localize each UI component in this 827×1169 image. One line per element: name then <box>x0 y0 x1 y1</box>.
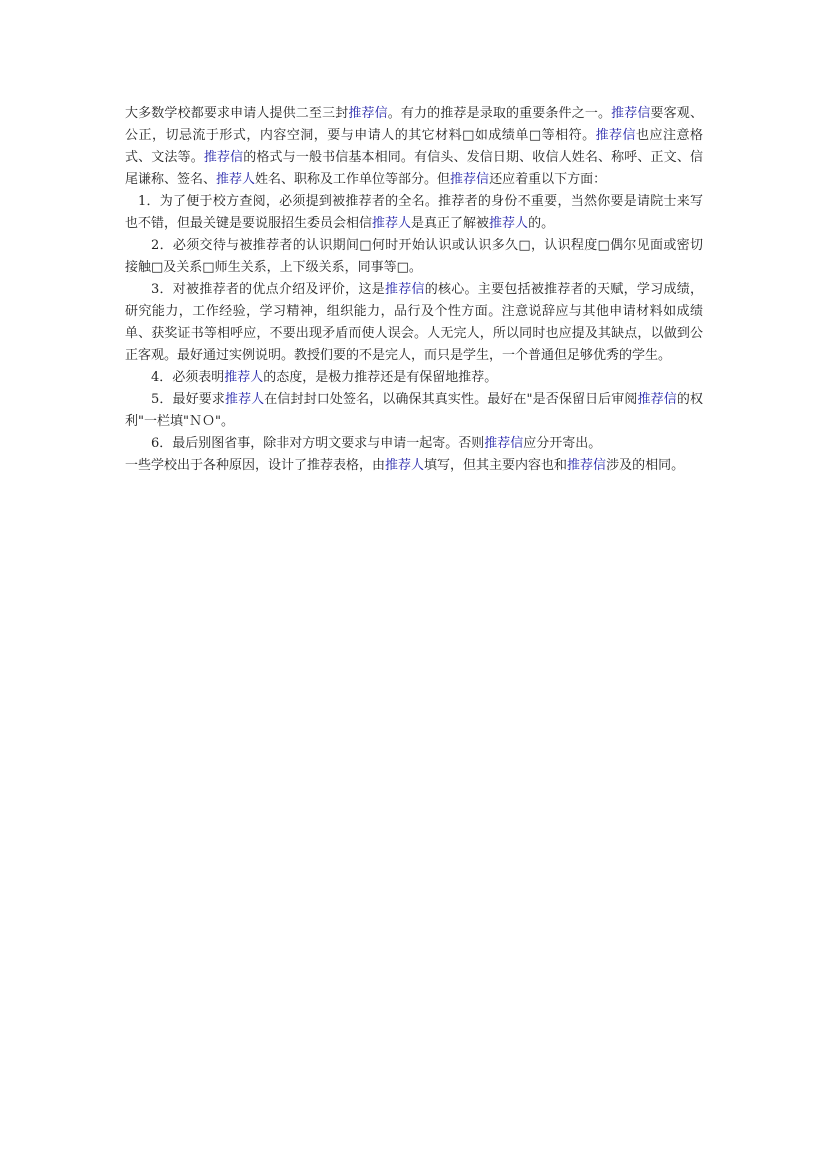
paragraph-text: 也应注意格式、文法等。 <box>125 128 703 165</box>
paragraph-text: 姓名、职称及工作单位等部分。但 <box>255 172 451 187</box>
paragraph-text: 1．为了便于校方查阅，必须提到被推荐者的全名。推荐者的身份不重要，当然你要是请院士来写也不错，但最关键是要说服招生委员会相信 <box>125 194 703 231</box>
paragraph-text: 。有力的推荐是录取的重要条件之一。 <box>387 106 612 121</box>
paragraph-text: 涉及的相同。 <box>606 458 685 473</box>
paragraph <box>125 367 703 389</box>
paragraph-text: 大多数学校都要求申请人提供二至三封 <box>125 106 349 121</box>
paragraph-text: 在信封封口处签名，以确保其真实性。最好在"是否保留日后审阅 <box>264 392 638 407</box>
paragraph-text: 是真正了解被 <box>411 216 490 231</box>
paragraph-text: 一些学校出于各种原因，设计了推荐表格，由 <box>125 458 386 473</box>
paragraph-text: 4．必须表明 <box>151 370 225 385</box>
paragraph-text: 5．最好要求 <box>151 392 225 407</box>
paragraph-text: 应分开寄出。 <box>523 436 602 451</box>
paragraph-text: 6．最后别图省事，除非对方明文要求与申请一起寄。否则 <box>151 436 485 451</box>
keyword-link[interactable]: 推荐信 <box>203 150 244 165</box>
keyword-link[interactable]: 推荐人 <box>385 458 425 473</box>
paragraph-text: 的核心。主要包括被推荐者的天赋，学习成绩，研究能力，工作经验，学习精神，组织能力，品行及个性方面。注意说辞应与其他申请材料如成绩单、获奖证书等相呼应，不要出现矛盾而使人误会。人无完人，所以同时也应提及其缺点，以做到公正客观。最好通过实例说明。教授们要的不是完人，而只是学生，一个普通但足够优秀的学生。 <box>125 282 703 363</box>
paragraph <box>125 103 703 191</box>
keyword-link[interactable]: 推荐信 <box>450 172 490 187</box>
keyword-link[interactable]: 推荐信 <box>637 392 677 407</box>
keyword-link[interactable]: 推荐人 <box>216 172 256 187</box>
paragraph <box>125 389 703 433</box>
keyword-link[interactable]: 推荐人 <box>224 392 265 407</box>
paragraph-text: 要客观、公正，切忌流于形式，内容空洞，要与申请人的其它材料□如成绩单□等相符。 <box>125 106 703 143</box>
keyword-link[interactable]: 推荐信 <box>384 282 425 297</box>
paragraph-text: 2．必须交待与被推荐者的认识期间□何时开始认识或认识多久□，认识程度□偶尔见面或密切接触□及关系□师生关系，上下级关系，同事等□。 <box>125 238 703 275</box>
keyword-link[interactable]: 推荐信 <box>595 128 637 143</box>
paragraph-text: 填写，但其主要内容也和 <box>424 458 568 473</box>
keyword-link[interactable]: 推荐信 <box>484 436 524 451</box>
keyword-link[interactable]: 推荐人 <box>489 216 529 231</box>
keyword-link[interactable]: 推荐人 <box>372 216 412 231</box>
paragraph <box>125 235 703 279</box>
keyword-link[interactable]: 推荐信 <box>348 106 388 121</box>
paragraph <box>125 279 703 367</box>
document-body <box>125 103 703 477</box>
paragraph <box>125 433 703 455</box>
paragraph-text: 的格式与一般书信基本相同。有信头、发信日期、收信人姓名、称呼、正文、信尾谦称、签名、 <box>125 150 703 187</box>
paragraph-text: 的。 <box>528 216 555 231</box>
keyword-link[interactable]: 推荐信 <box>567 458 607 473</box>
paragraph-text: 3．对被推荐者的优点介绍及评价，这是 <box>151 282 385 297</box>
paragraph <box>125 191 703 235</box>
paragraph-text: 的权利"一栏填"ＮＯ"。 <box>125 392 703 429</box>
keyword-link[interactable]: 推荐人 <box>224 370 264 385</box>
paragraph-text: 还应着重以下方面： <box>489 172 607 187</box>
keyword-link[interactable]: 推荐信 <box>611 106 651 121</box>
paragraph-text: 的态度，是极力推荐还是有保留地推荐。 <box>263 370 498 385</box>
paragraph <box>125 455 703 477</box>
